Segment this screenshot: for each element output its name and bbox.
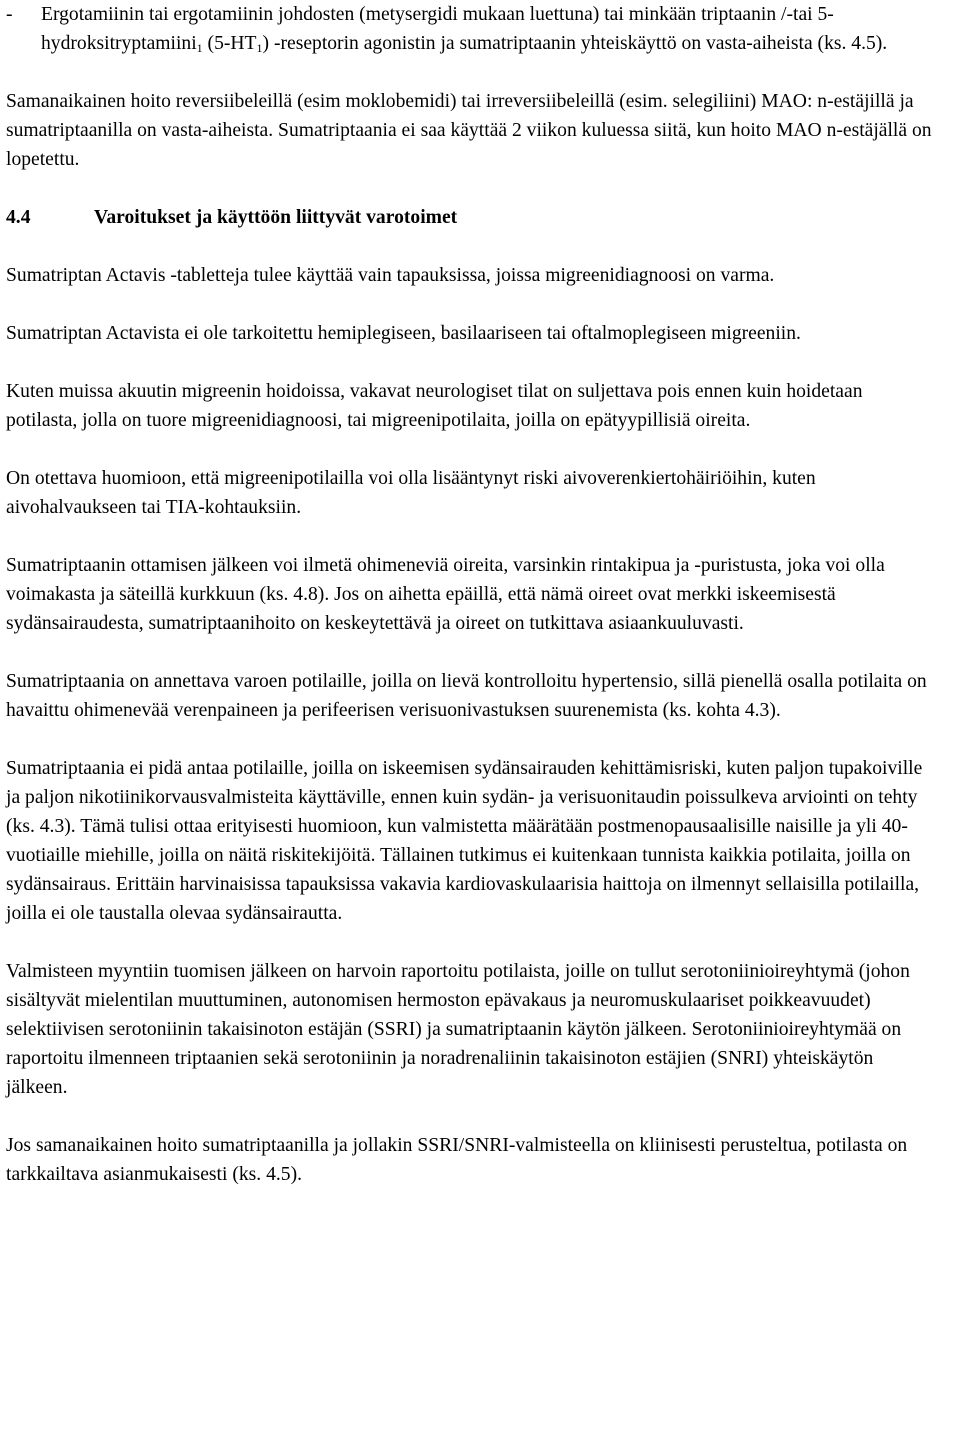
paragraph-5: Sumatriptaanin ottamisen jälkeen voi ilmetä ohimeneviä oireita, varsinkin rintakipua ja -puristusta, joka voi olla voimakasta ja säteillä kurkkuun (ks. 4.8). Jos on aihetta epäillä, että nämä oireet ovat merkki iskeemisestä sydänsairaudesta, sumatriptaanihoito on keskeytettävä ja oireet on tutkittava asiaankuuluvasti. (6, 555, 885, 634)
list-item-text-part-3: ) -reseptorin agonistin ja sumatriptaanin yhteiskäyttö on vasta-aiheista (ks. 4.5). (262, 33, 888, 54)
section-number: 4.4 (6, 207, 31, 228)
paragraph-6: Sumatriptaania on annettava varoen potilaille, joilla on lievä kontrolloitu hypertensio, sillä pienellä osalla potilaita on havaittu ohimenevää verenpaineen ja perifeerisen verisuonivastuksen suurenemista (ks. kohta 4.3). (6, 671, 927, 721)
list-item-text (41, 0, 934, 58)
subscript-2: 1 (256, 41, 263, 55)
paragraph-4: On otettava huomioon, että migreenipotilailla voi olla lisääntynyt riski aivoverenkiertohäiriöihin, kuten aivohalvaukseen tai TIA-kohtauksiin. (6, 468, 816, 518)
list-item-text-part-2: (5-HT (202, 33, 257, 54)
paragraph-2: Sumatriptan Actavista ei ole tarkoitettu hemiplegiseen, basilaariseen tai oftalmoplegiseen migreeniin. (6, 323, 801, 344)
paragraph-7: Sumatriptaania ei pidä antaa potilaille, joilla on iskeemisen sydänsairauden kehittämisriski, kuten paljon tupakoiville ja paljon nikotiinikorvausvalmisteita käyttäville, ennen kuin sydän- ja verisuonitaudin poissulkeva arviointi on tehty (ks. 4.3). Tämä tulisi ottaa erityisesti huomioon, kun valmistetta määrätään postmenopausaalisille naisille ja yli 40-vuotiaille miehille, joilla on näitä riskitekijöitä. Tällainen tutkimus ei kuitenkaan tunnista kaikkia potilaita, joilla on sydänsairaus. Erittäin harvinaisissa tapauksissa vakavia kardiovaskulaarisia haittoja on ilmennyt sellaisilla potilailla, joilla ei ole taustalla olevaa sydänsairautta. (6, 758, 923, 924)
paragraph-1: Sumatriptan Actavis -tabletteja tulee käyttää vain tapauksissa, joissa migreenidiagnoosi on varma. (6, 265, 775, 286)
paragraph-9: Jos samanaikainen hoito sumatriptaanilla ja jollakin SSRI/SNRI-valmisteella on kliinisesti perusteltua, potilasta on tarkkailtava asianmukaisesti (ks. 4.5). (6, 1135, 908, 1185)
section-heading (6, 203, 934, 232)
paragraph-mao: Samanaikainen hoito reversiibeleillä (esim moklobemidi) tai irreversiibeleillä (esim. selegiliini) MAO: n-estäjillä ja sumatriptaanilla on vasta-aiheista. Sumatriptaania ei saa käyttää 2 viikon kuluessa siitä, kun hoito MAO n-estäjällä on lopetettu. (6, 91, 932, 170)
list-bullet: - (6, 4, 13, 25)
subscript-1: 1 (196, 41, 203, 55)
paragraph-3: Kuten muissa akuutin migreenin hoidoissa, vakavat neurologiset tilat on suljettava pois ennen kuin hoidetaan potilasta, jolla on tuore migreenidiagnoosi, tai migreenipotilaita, joilla on epätyypillisiä oireita. (6, 381, 863, 431)
section-title: Varoitukset ja käyttöön liittyvät varotoimet (94, 207, 458, 228)
list-item-contraindication (6, 0, 934, 58)
list-item-text-part-1: Ergotamiinin tai ergotamiinin johdosten (metysergidi mukaan luettuna) tai minkään triptaanin /-tai 5-hydroksitryptamiini (41, 4, 834, 54)
paragraph-8: Valmisteen myyntiin tuomisen jälkeen on harvoin raportoitu potilaista, joille on tullut serotoniinioireyhtymä (johon sisältyvät mielentilan muuttuminen, autonomisen hermoston epävakaus ja neuromuskulaariset poikkeavuudet) selektiivisen serotoniinin takaisinoton estäjän (SSRI) ja sumatriptaanin käytön jälkeen. Serotoniinioireyhtymää on raportoitu ilmenneen triptaanien sekä serotoniinin ja noradrenaliinin takaisinoton estäjien (SNRI) yhteiskäytön jälkeen. (6, 961, 910, 1098)
